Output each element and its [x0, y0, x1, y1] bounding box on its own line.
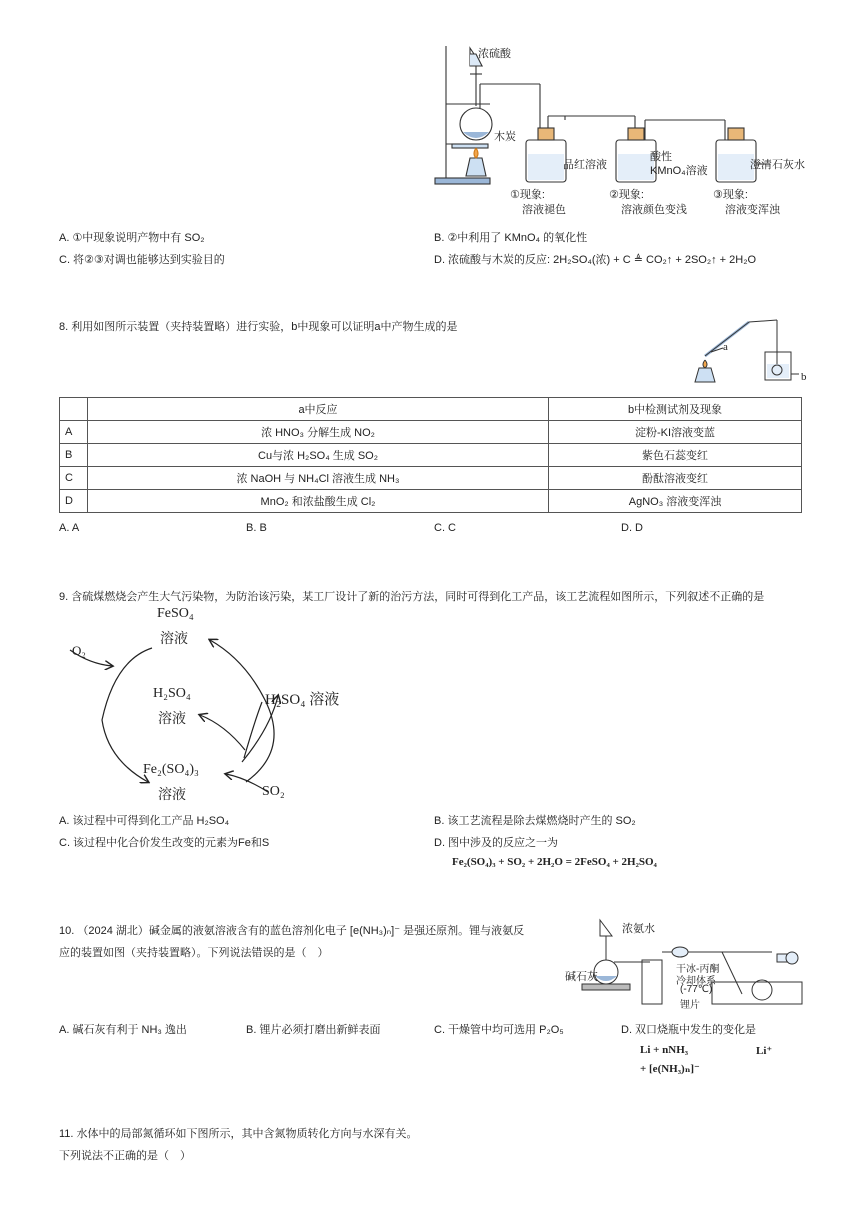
- table-cell: 淀粉-KI溶液变蓝: [549, 421, 802, 444]
- label-acidic: 酸性: [650, 151, 672, 163]
- label-concentrated-sulfuric-acid: 浓硫酸: [478, 48, 511, 60]
- q10-option-d-equation-left: Li + nNH₃: [640, 1044, 689, 1056]
- label-charcoal: 木炭: [494, 131, 516, 143]
- label-soda-lime: 碱石灰: [565, 971, 598, 983]
- table-row: [60, 421, 802, 444]
- q9-option-d[interactable]: D. 图中涉及的反应之一为: [434, 837, 559, 849]
- label-limewater: 澄清石灰水: [750, 159, 805, 171]
- q10-option-d[interactable]: D. 双口烧瓶中发生的变化是: [621, 1024, 757, 1036]
- table-cell: A: [60, 421, 88, 444]
- observation-1-text: 溶液褪色: [522, 204, 566, 216]
- table-header-cell: a中反应: [88, 398, 549, 421]
- observation-3-text: 溶液变浑浊: [725, 204, 780, 216]
- q9-option-a[interactable]: A. 该过程中可得到化工产品 H₂SO₄: [59, 815, 230, 827]
- q7-option-a[interactable]: A. ①中现象说明产物中有 SO₂: [59, 232, 205, 244]
- q8-table: [59, 397, 802, 513]
- table-cell: B: [60, 444, 88, 467]
- q7-option-d[interactable]: D. 浓硫酸与木炭的反应: 2H₂SO₄(浓) + C ≜ CO₂↑ + 2SO₂↑ + 2H₂O: [434, 254, 757, 266]
- table-cell: Cu与浓 H₂SO₄ 生成 SO₂: [88, 444, 549, 467]
- label-temperature: (-77℃): [680, 984, 713, 995]
- q8-option-d[interactable]: D. D: [621, 522, 643, 534]
- q11-stem-line-2: 下列说法不正确的是（ ）: [59, 1150, 191, 1162]
- table-row: [60, 490, 802, 513]
- q7-option-b[interactable]: B. ②中利用了 KMnO₄ 的氧化性: [434, 232, 588, 244]
- h2so4-solution-label: 溶液: [158, 712, 186, 727]
- fe2so43-solution-label: 溶液: [158, 788, 186, 803]
- q8-apparatus-diagram: [685, 312, 815, 388]
- label-dry-ice-acetone: 干冰-丙酮: [676, 964, 720, 975]
- observation-3-title: ③现象:: [713, 189, 748, 201]
- label-kmno4-solution: KMnO₄溶液: [650, 165, 708, 177]
- table-cell: 紫色石蕊变红: [549, 444, 802, 467]
- q9-option-d-equation: Fe₂(SO₄)₃ + SO₂ + 2H₂O = 2FeSO₄ + 2H₂SO₄: [452, 856, 657, 868]
- fe2so43-label: Fe₂(SO₄)₃: [143, 762, 199, 777]
- table-cell: C: [60, 467, 88, 490]
- q10-option-c[interactable]: C. 干燥管中均可选用 P₂O₅: [434, 1024, 564, 1036]
- table-cell: MnO₂ 和浓盐酸生成 Cl₂: [88, 490, 549, 513]
- q11-stem-line-1: 11. 水体中的局部氮循环如下图所示，其中含氮物质转化方向与水深有关。: [59, 1128, 418, 1140]
- table-header-cell: [60, 398, 88, 421]
- q7-option-c[interactable]: C. 将②③对调也能够达到实验目的: [59, 254, 225, 266]
- q9-stem: 9. 含硫煤燃烧会产生大气污染物，为防治该污染，某工厂设计了新的治污方法，同时可得到化工产品，该工艺流程如图所示，下列叙述不正确的是: [59, 591, 765, 603]
- label-a: a: [723, 341, 728, 353]
- observation-2-title: ②现象:: [609, 189, 644, 201]
- label-b: b: [801, 371, 807, 383]
- table-cell: AgNO₃ 溶液变浑浊: [549, 490, 802, 513]
- q9-option-b[interactable]: B. 该工艺流程是除去煤燃烧时产生的 SO₂: [434, 815, 636, 827]
- table-cell: 浓 HNO₃ 分解生成 NO₂: [88, 421, 549, 444]
- h2so4-label: H₂SO₄: [153, 686, 191, 701]
- q10-option-d-equation-right: Li⁺: [756, 1045, 773, 1057]
- table-row: [60, 444, 802, 467]
- q8-option-b[interactable]: B. B: [246, 522, 267, 534]
- q10-stem-line-2: 应的装置如图（夹持装置略）。下列说法错误的是（ ）: [59, 947, 329, 959]
- table-cell: 浓 NaOH 与 NH₄Cl 溶液生成 NH₃: [88, 467, 549, 490]
- label-lithium-sheet: 锂片: [680, 1000, 700, 1011]
- q10-option-b[interactable]: B. 锂片必须打磨出新鲜表面: [246, 1024, 381, 1036]
- table-cell: 酚酞溶液变红: [549, 467, 802, 490]
- observation-2-text: 溶液颜色变浅: [621, 204, 687, 216]
- table-cell: D: [60, 490, 88, 513]
- label-concentrated-ammonia: 浓氨水: [622, 923, 655, 935]
- label-cooling-system: 冷却体系: [676, 976, 716, 987]
- q9-option-c[interactable]: C. 该过程中化合价发生改变的元素为Fe和S: [59, 837, 270, 849]
- q8-stem: 8. 利用如图所示装置（夹持装置略）进行实验，b中现象可以证明a中产物生成的是: [59, 321, 458, 333]
- table-header-cell: b中检测试剂及现象: [549, 398, 802, 421]
- table-row: [60, 467, 802, 490]
- so2-label: SO₂: [262, 784, 285, 799]
- label-magenta-solution: 品红溶液: [563, 159, 607, 171]
- o2-label: O₂: [72, 643, 86, 658]
- q10-option-a[interactable]: A. 碱石灰有利于 NH₃ 逸出: [59, 1024, 187, 1036]
- h2so4-product-label: H₂SO₄ 溶液: [265, 692, 340, 708]
- q8-option-c[interactable]: C. C: [434, 522, 456, 534]
- q10-option-d-equation-line-2: + [e(NH₃)ₙ]⁻: [640, 1063, 700, 1075]
- feso4-solution-label: 溶液: [160, 632, 188, 647]
- q10-stem-line-1: 10. （2024 湖北）碱金属的液氨溶液含有的蓝色溶剂化电子 [e(NH₃)ₙ]⁻ 是强还原剂。锂与液氨反: [59, 925, 525, 937]
- observation-1-title: ①现象:: [510, 189, 545, 201]
- q8-option-a[interactable]: A. A: [59, 522, 80, 534]
- feso4-label: FeSO₄: [157, 606, 194, 621]
- table-header-row: [60, 398, 802, 421]
